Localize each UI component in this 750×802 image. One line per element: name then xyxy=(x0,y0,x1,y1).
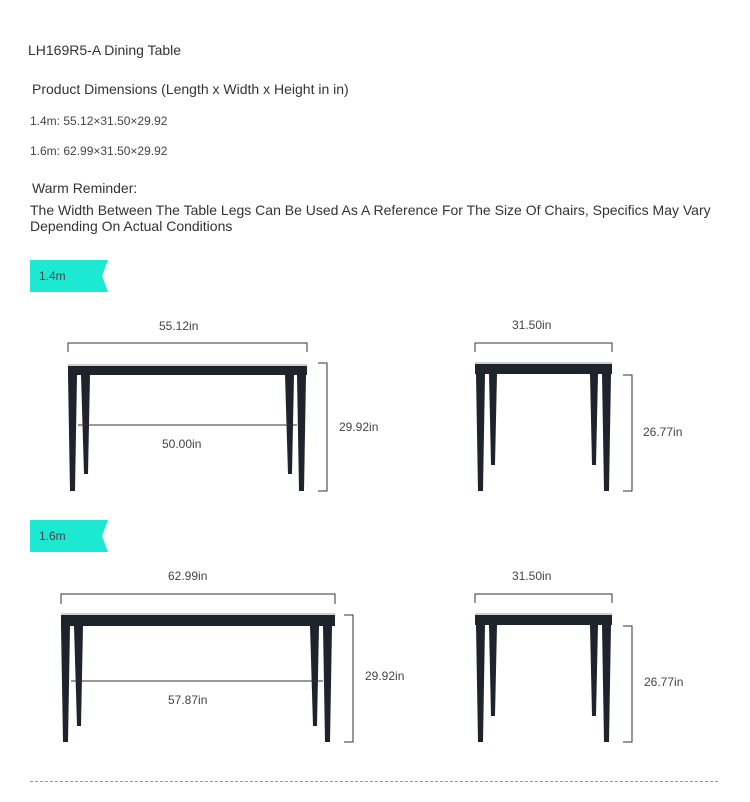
side-leg-height-label: 26.77in xyxy=(644,675,684,689)
front-view-1-6m xyxy=(61,594,353,742)
side-width-label: 31.50in xyxy=(512,318,552,332)
bottom-divider xyxy=(30,781,718,782)
front-height-label: 29.92in xyxy=(339,420,379,434)
side-view-1-6m xyxy=(475,594,632,742)
leg-span-label: 57.87in xyxy=(168,693,208,707)
size-tag-label: 1.6m xyxy=(39,529,66,543)
side-leg-height-label: 26.77in xyxy=(643,425,683,439)
front-view-1-4m xyxy=(68,343,327,491)
dimension-line-1-4m: 1.4m: 55.12×31.50×29.92 xyxy=(30,114,168,128)
side-view-1-4m xyxy=(475,343,632,491)
side-width-label: 31.50in xyxy=(512,569,552,583)
reminder-text: The Width Between The Table Legs Can Be Used As A Reference For The Size Of Chairs, Specifics May Vary Depending On Actual Conditions xyxy=(30,202,711,234)
dimensions-heading: Product Dimensions (Length x Width x Height in in) xyxy=(32,81,349,97)
front-height-label: 29.92in xyxy=(365,669,405,683)
reminder-heading: Warm Reminder: xyxy=(32,180,138,196)
leg-span-label: 50.00in xyxy=(162,437,202,451)
size-tag-label: 1.4m xyxy=(39,269,66,283)
front-length-label: 62.99in xyxy=(168,569,208,583)
front-length-label: 55.12in xyxy=(159,319,199,333)
product-title: LH169R5-A Dining Table xyxy=(28,42,182,58)
dimension-line-1-6m: 1.6m: 62.99×31.50×29.92 xyxy=(30,144,168,158)
